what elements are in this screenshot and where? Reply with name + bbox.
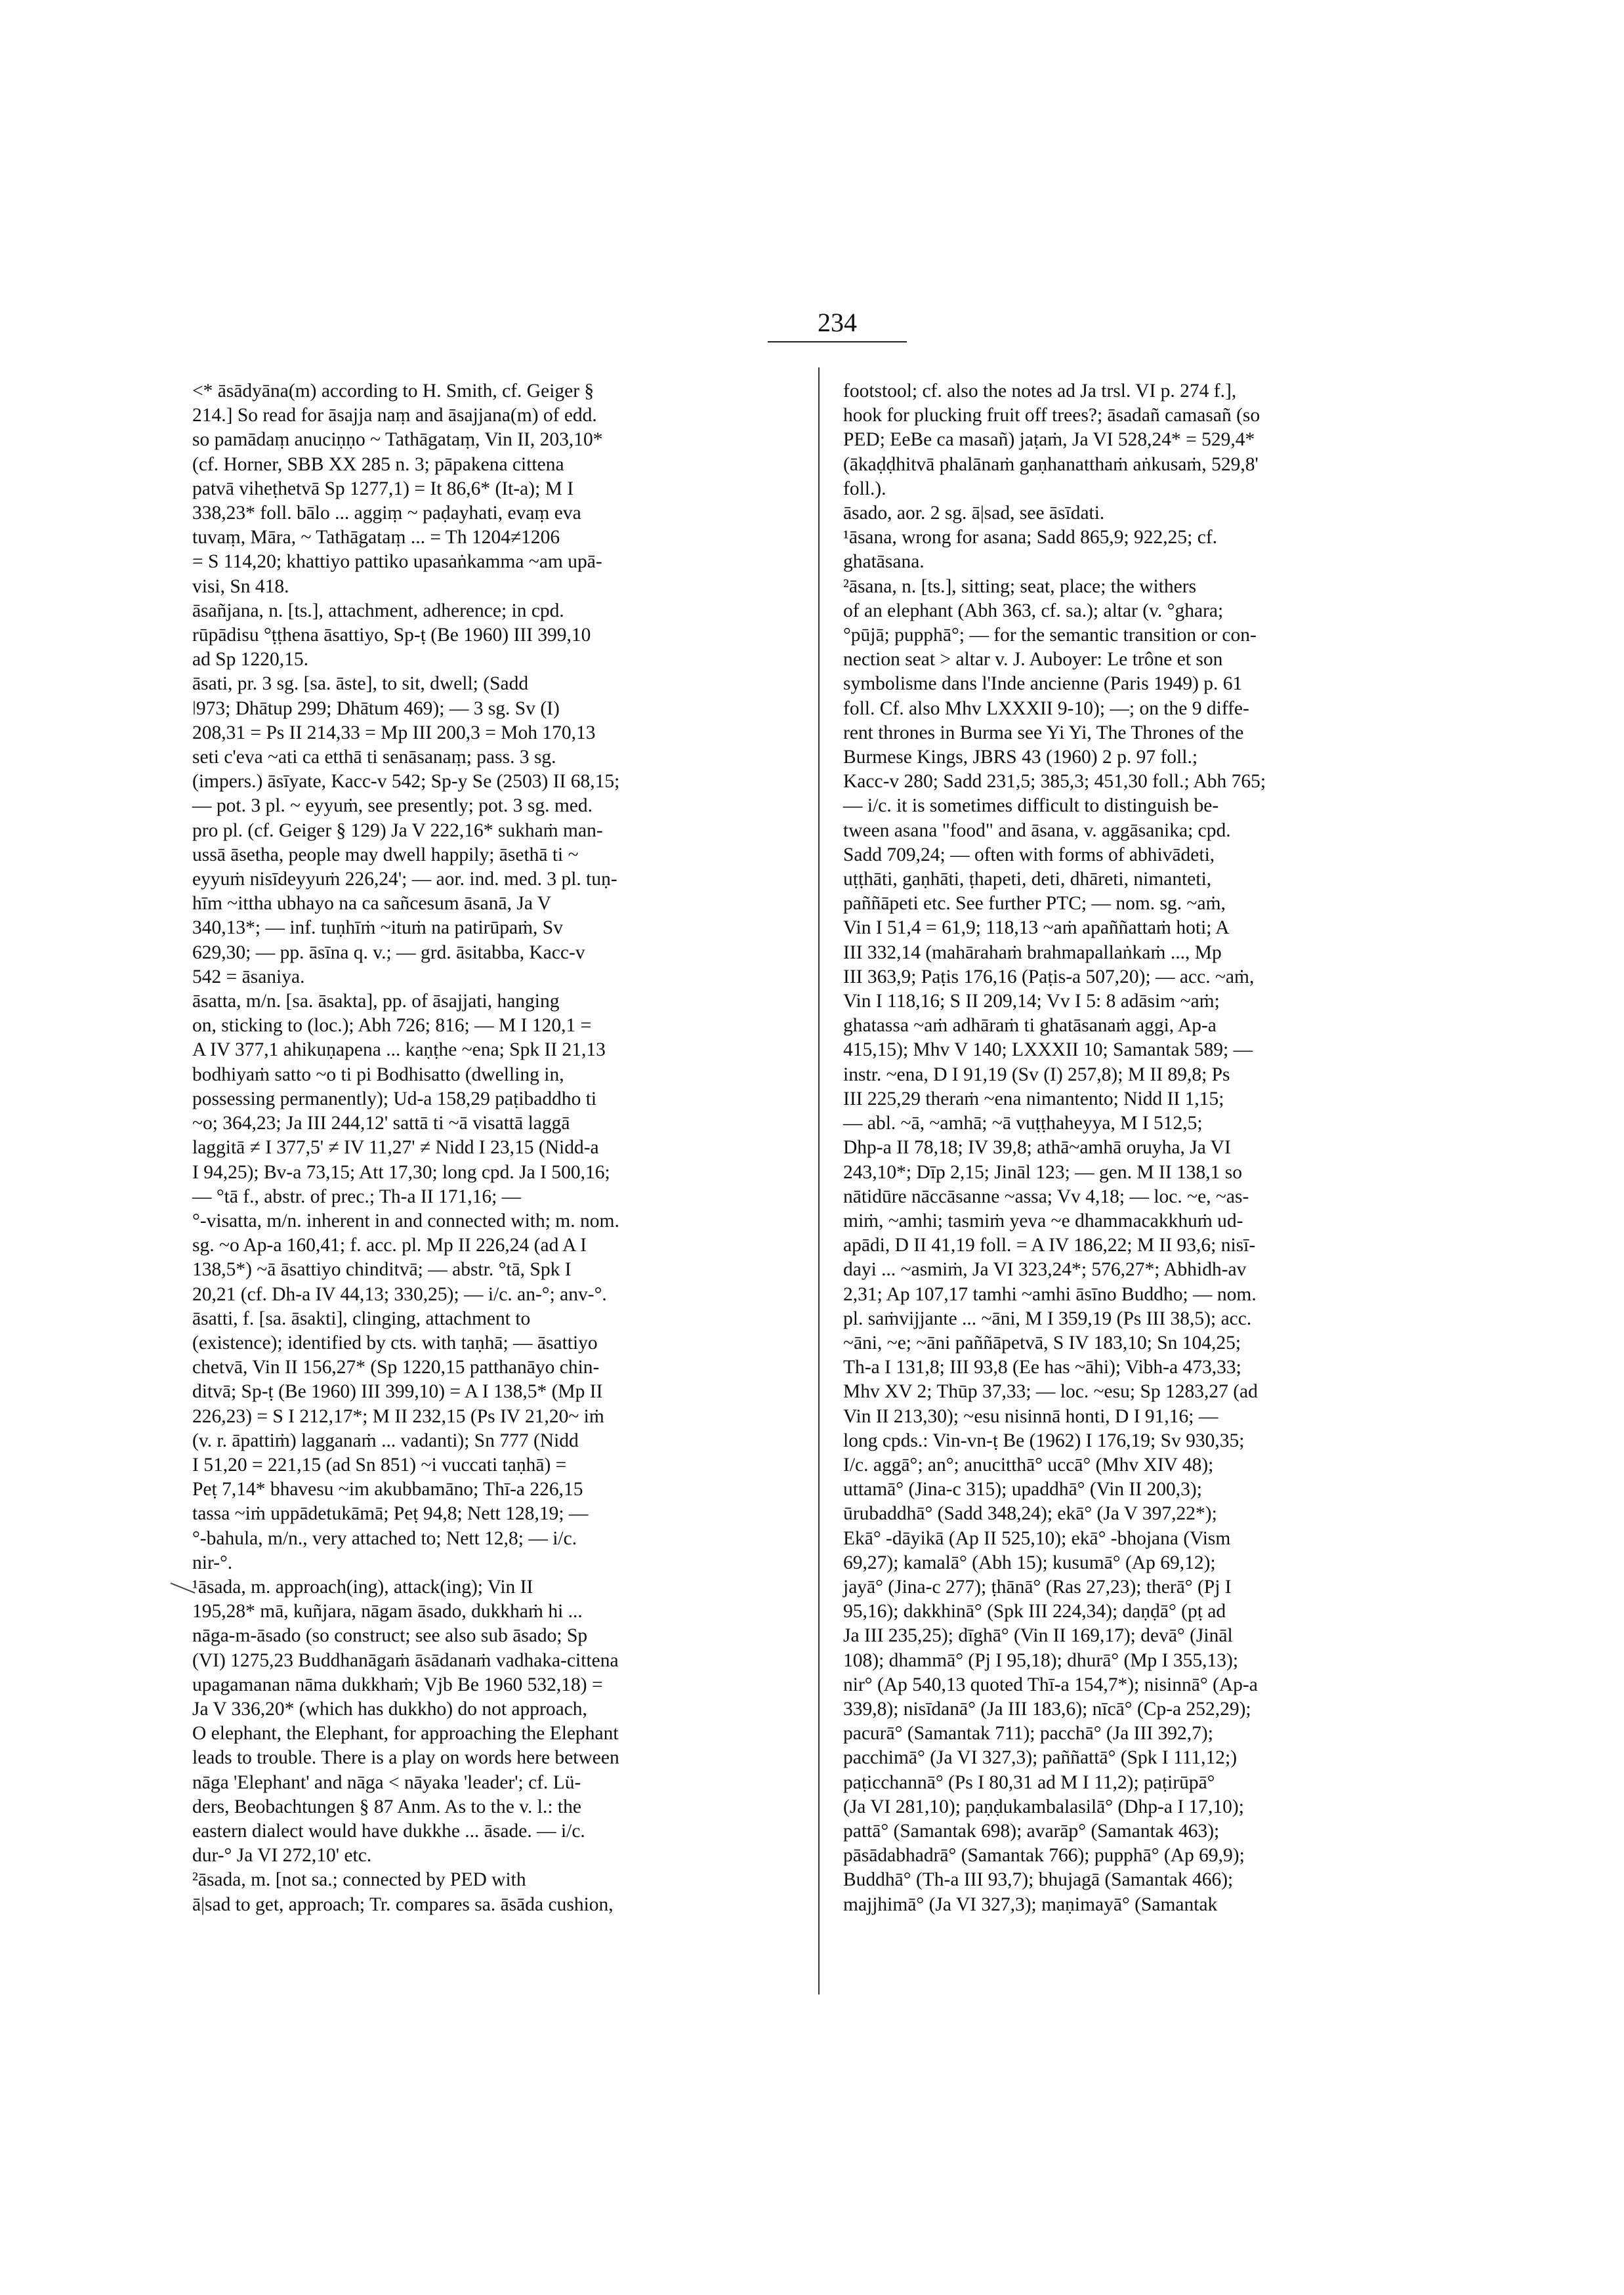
text-line: I/c. aggā°; an°; anucitthā° uccā° (Mhv XIV 48); bbox=[843, 1454, 1214, 1476]
text-line: upagamanan nāma dukkhaṁ; Vjb Be 1960 532,18) = bbox=[192, 1674, 603, 1695]
text-line: visi, Sn 418. bbox=[192, 575, 289, 597]
text-line: O elephant, the Elephant, for approaching the Elephant bbox=[192, 1723, 619, 1745]
text-line: Vin I 118,16; S II 209,14; Vv I 5: 8 adāsim ~aṁ; bbox=[843, 991, 1220, 1012]
text-line: 2,31; Ap 107,17 tamhi ~amhi āsīno Buddho; — nom. bbox=[843, 1283, 1257, 1305]
text-line: I 51,20 = 221,15 (ad Sn 851) ~i vuccati taṇhā) = bbox=[192, 1454, 567, 1476]
text-line: ussā āsetha, people may dwell happily; āsethā ti ~ bbox=[192, 844, 579, 865]
text-line: ghatāsana. bbox=[843, 551, 925, 573]
text-line: PED; EeBe ca masañ) jaṭaṁ, Ja VI 528,24* = 529,4* bbox=[843, 429, 1255, 451]
text-line: pacchimā° (Ja VI 327,3); paññattā° (Spk I 111,12;) bbox=[843, 1747, 1238, 1769]
text-line: pāsādabhadrā° (Samantak 766); pupphā° (Ap 69,9); bbox=[843, 1845, 1245, 1867]
text-line: Burmese Kings, JBRS 43 (1960) 2 p. 97 foll.; bbox=[843, 747, 1198, 768]
text-line: eyyuṁ nisīdeyyuṁ 226,24'; — aor. ind. med. 3 pl. tuṇ- bbox=[192, 869, 617, 890]
text-line: 214.] So read for āsajja naṃ and āsajjana(m) of edd. bbox=[192, 405, 597, 426]
text-line: 629,30; — pp. āsīna q. v.; — grd. āsitabba, Kacc-v bbox=[192, 941, 585, 963]
text-line: dur-° Ja VI 272,10' etc. bbox=[192, 1845, 372, 1867]
text-line: ūrubaddhā° (Sadd 348,24); ekā° (Ja V 397,22*); bbox=[843, 1503, 1217, 1525]
text-line: ders, Beobachtungen § 87 Anm. As to the v. l.: the bbox=[192, 1796, 581, 1817]
text-line: — i/c. it is sometimes difficult to distinguish be- bbox=[843, 795, 1219, 817]
text-line: eastern dialect would have dukkhe ... āsade. — i/c. bbox=[192, 1820, 585, 1842]
text-line: (v. r. āpattiṁ) lagganaṁ ... vadanti); Sn 777 (Nidd bbox=[192, 1430, 579, 1451]
text-line: on, sticking to (loc.); Abh 726; 816; — M I 120,1 = bbox=[192, 1015, 592, 1037]
text-line: 195,28* mā, kuñjara, nāgam āsado, dukkhaṁ hi ... bbox=[192, 1601, 583, 1623]
text-line: miṁ, ~amhi; tasmiṁ yeva ~e dhammacakkhuṁ ud- bbox=[843, 1210, 1243, 1231]
text-line: Dhp-a II 78,18; IV 39,8; athā~amhā oruyha, Ja VI bbox=[843, 1137, 1231, 1159]
text-line: ditvā; Sp-ṭ (Be 1960) III 399,10) = A I 138,5* (Mp II bbox=[192, 1381, 603, 1403]
text-line: ²āsada, m. [not sa.; connected by PED with bbox=[192, 1869, 526, 1891]
left-column bbox=[192, 379, 770, 1917]
text-line: āsati, pr. 3 sg. [sa. āste], to sit, dwell; (Sadd bbox=[192, 673, 529, 695]
text-line: Vin I 51,4 = 61,9; 118,13 ~aṁ apaññattaṁ hoti; A bbox=[843, 917, 1230, 939]
text-line: apādi, D II 41,19 foll. = A IV 186,22; M II 93,6; nisī- bbox=[843, 1235, 1256, 1256]
text-line: long cpds.: Vin-vn-ṭ Be (1962) I 176,19; Sv 930,35; bbox=[843, 1430, 1245, 1451]
text-line: patvā viheṭhetvā Sp 1277,1) = It 86,6* (It-a); M I bbox=[192, 478, 574, 499]
header-rule bbox=[768, 341, 907, 342]
text-line: sg. ~o Ap-a 160,41; f. acc. pl. Mp II 226,24 (ad A I bbox=[192, 1235, 587, 1256]
text-line: °-bahula, m/n., very attached to; Nett 12,8; — i/c. bbox=[192, 1527, 577, 1549]
text-line: uttamā° (Jina-c 315); upaddhā° (Vin II 200,3); bbox=[843, 1479, 1202, 1500]
text-line: Kacc-v 280; Sadd 231,5; 385,3; 451,30 foll.; Abh 765; bbox=[843, 771, 1266, 793]
column-divider bbox=[818, 367, 820, 1995]
text-line: hook for plucking fruit off trees?; āsadañ camasañ (so bbox=[843, 405, 1260, 426]
text-line: tween asana "food" and āsana, v. aggāsanika; cpd. bbox=[843, 819, 1231, 841]
text-line: ²āsana, n. [ts.], sitting; seat, place; the withers bbox=[843, 575, 1197, 597]
text-line: possessing permanently); Ud-a 158,29 paṭibaddho ti bbox=[192, 1088, 597, 1109]
text-line: paṭicchannā° (Ps I 80,31 ad M I 11,2); paṭirūpā° bbox=[843, 1771, 1215, 1793]
text-line: Ekā° -dāyikā (Ap II 525,10); ekā° -bhojana (Vism bbox=[843, 1527, 1231, 1549]
text-line: 243,10*; Dīp 2,15; Jināl 123; — gen. M II 138,1 so bbox=[843, 1161, 1243, 1183]
text-line: ghatassa ~aṁ adhāraṁ ti ghatāsanaṁ aggi, Ap-a bbox=[843, 1015, 1217, 1037]
text-line: foll.). bbox=[843, 478, 886, 499]
text-line: pro pl. (cf. Geiger § 129) Ja V 222,16* sukhaṁ man- bbox=[192, 819, 603, 841]
text-line: nection seat > altar v. J. Auboyer: Le trône et son bbox=[843, 649, 1223, 671]
text-line: ~āni, ~e; ~āni paññāpetvā, S IV 183,10; Sn 104,25; bbox=[843, 1332, 1241, 1354]
text-line: chetvā, Vin II 156,27* (Sp 1220,15 patthanāyo chin- bbox=[192, 1357, 600, 1378]
text-line: ~o; 364,23; Ja III 244,12' sattā ti ~ā visattā laggā bbox=[192, 1113, 570, 1134]
text-line: III 332,14 (mahārahaṁ brahmapallaṅkaṁ ..., Mp bbox=[843, 941, 1222, 963]
text-line: hīm ~ittha ubhayo na ca sañcesum āsanā, Ja V bbox=[192, 893, 552, 915]
text-line: symbolisme dans l'Inde ancienne (Paris 1949) p. 61 bbox=[843, 673, 1243, 695]
text-line: so pamādaṃ anuciṇṇo ~ Tathāgataṃ, Vin II, 203,10* bbox=[192, 429, 603, 451]
text-line: — pot. 3 pl. ~ eyyuṁ, see presently; pot. 3 sg. med. bbox=[192, 795, 593, 817]
text-line: instr. ~ena, D I 91,19 (Sv (I) 257,8); M II 89,8; Ps bbox=[843, 1064, 1230, 1085]
text-line: — abl. ~ā, ~amhā; ~ā vuṭṭhaheyya, M I 512,5; bbox=[843, 1113, 1203, 1134]
text-line: āsatti, f. [sa. āsakti], clinging, attachment to bbox=[192, 1308, 531, 1329]
text-line: dayi ... ~asmiṁ, Ja VI 323,24*; 576,27*; Abhidh-av bbox=[843, 1259, 1247, 1281]
text-line: rūpādisu °ṭṭhena āsattiyo, Sp-ṭ (Be 1960) III 399,10 bbox=[192, 625, 591, 646]
text-line: nāga 'Elephant' and nāga < nāyaka 'leader'; cf. Lü- bbox=[192, 1771, 581, 1793]
right-column bbox=[843, 379, 1421, 1917]
text-line: ǀ973; Dhātup 299; Dhātum 469); — 3 sg. Sv (I) bbox=[192, 697, 560, 719]
text-line: Ja III 235,25); dīghā° (Vin II 169,17); devā° (Jināl bbox=[843, 1625, 1233, 1647]
text-line: (ākaḍḍhitvā phalānaṁ gaṇhanatthaṁ aṅkusaṁ, 529,8' bbox=[843, 453, 1259, 475]
text-line: nātidūre nāccāsanne ~assa; Vv 4,18; — loc. ~e, ~as- bbox=[843, 1186, 1249, 1207]
text-line: laggitā ≠ I 377,5' ≠ IV 11,27' ≠ Nidd I 23,15 (Nidd-a bbox=[192, 1137, 599, 1159]
text-line: 340,13*; — inf. tuṇhīṁ ~ituṁ na patirūpaṁ, Sv bbox=[192, 917, 563, 939]
text-line: rent thrones in Burma see Yi Yi, The Thrones of the bbox=[843, 722, 1244, 743]
text-line: Sadd 709,24; — often with forms of abhivādeti, bbox=[843, 844, 1215, 865]
text-line: (impers.) āsīyate, Kacc-v 542; Sp-y Se (2503) II 68,15; bbox=[192, 771, 620, 793]
text-line: pl. saṁvijjante ... ~āni, M I 359,19 (Ps III 38,5); acc. bbox=[843, 1308, 1252, 1329]
text-line: = S 114,20; khattiyo pattiko upasaṅkamma ~am upā- bbox=[192, 551, 602, 573]
text-line: ¹āsada, m. approach(ing), attack(ing); Vin II bbox=[192, 1576, 533, 1598]
text-line: 542 = āsaniya. bbox=[192, 966, 305, 987]
text-line: bodhiyaṁ satto ~o ti pi Bodhisatto (dwelling in, bbox=[192, 1064, 564, 1085]
text-line: 69,27); kamalā° (Abh 15); kusumā° (Ap 69,12); bbox=[843, 1552, 1216, 1573]
text-line: 339,8); nisīdanā° (Ja III 183,6); nīcā° (Cp-a 252,29); bbox=[843, 1698, 1251, 1720]
text-line: āsatta, m/n. [sa. āsakta], pp. of āsajjati, hanging bbox=[192, 991, 560, 1012]
text-line: majjhimā° (Ja VI 327,3); maṇimayā° (Samantak bbox=[843, 1893, 1218, 1915]
text-line: footstool; cf. also the notes ad Ja trsl. VI p. 274 f.], bbox=[843, 381, 1237, 402]
text-line: uṭṭhāti, gaṇhāti, ṭhapeti, deti, dhāreti, nimanteti, bbox=[843, 869, 1212, 890]
text-line: A IV 377,1 ahikuṇapena ... kaṇṭhe ~ena; Spk II 21,13 bbox=[192, 1039, 606, 1061]
text-line: III 225,29 theraṁ ~ena nimantento; Nidd II 1,15; bbox=[843, 1088, 1224, 1109]
text-line: 108); dhammā° (Pj I 95,18); dhurā° (Mp I 355,13); bbox=[843, 1649, 1239, 1671]
text-line: pacurā° (Samantak 711); pacchā° (Ja III 392,7); bbox=[843, 1723, 1213, 1745]
text-line: leads to trouble. There is a play on words here between bbox=[192, 1747, 619, 1769]
text-line: foll. Cf. also Mhv LXXXII 9-10); —; on the 9 diffe- bbox=[843, 697, 1249, 719]
text-line: 338,23* foll. bālo ... aggiṃ ~ paḍayhati, evaṃ eva bbox=[192, 503, 581, 524]
text-line: of an elephant (Abh 363, cf. sa.); altar (v. °ghara; bbox=[843, 600, 1224, 621]
text-line: 95,16); dakkhinā° (Spk III 224,34); daṇḍā° (pṭ ad bbox=[843, 1601, 1226, 1623]
text-line: Mhv XV 2; Thūp 37,33; — loc. ~esu; Sp 1283,27 (ad bbox=[843, 1381, 1258, 1403]
page-number: 234 bbox=[818, 308, 857, 337]
text-line: (VI) 1275,23 Buddhanāgaṁ āsādanaṁ vadhaka-cittena bbox=[192, 1649, 619, 1671]
text-line: tassa ~iṁ uppādetukāmā; Peṭ 94,8; Nett 128,19; — bbox=[192, 1503, 589, 1525]
text-line: nir-°. bbox=[192, 1552, 233, 1573]
text-line: III 363,9; Paṭis 176,16 (Paṭis-a 507,20); — acc. ~aṁ, bbox=[843, 966, 1255, 987]
text-line: Peṭ 7,14* bhavesu ~im akubbamāno; Thī-a 226,15 bbox=[192, 1479, 583, 1500]
text-line: pattā° (Samantak 698); avarāp° (Samantak 463); bbox=[843, 1820, 1220, 1842]
text-line: ¹āsana, wrong for asana; Sadd 865,9; 922,25; cf. bbox=[843, 527, 1218, 548]
margin-mark bbox=[171, 1582, 196, 1594]
text-line: (existence); identified by cts. with taṇhā; — āsattiyo bbox=[192, 1332, 598, 1354]
text-line: āsado, aor. 2 sg. ā|sad, see āsīdati. bbox=[843, 503, 1105, 524]
text-line: seti c'eva ~ati ca etthā ti senāsanaṃ; pass. 3 sg. bbox=[192, 747, 556, 768]
text-line: āsañjana, n. [ts.], attachment, adherence; in cpd. bbox=[192, 600, 564, 621]
text-line: °-visatta, m/n. inherent in and connected with; m. nom. bbox=[192, 1210, 619, 1231]
text-line: Buddhā° (Th-a III 93,7); bhujagā (Samantak 466); bbox=[843, 1869, 1234, 1891]
text-line: — °tā f., abstr. of prec.; Th-a II 171,16; — bbox=[192, 1186, 522, 1207]
text-line: nir° (Ap 540,13 quoted Thī-a 154,7*); nisinnā° (Ap-a bbox=[843, 1674, 1258, 1695]
text-line: ā|sad to get, approach; Tr. compares sa. āsāda cushion, bbox=[192, 1893, 614, 1915]
text-line: I 94,25); Bv-a 73,15; Att 17,30; long cpd. Ja I 500,16; bbox=[192, 1161, 610, 1183]
text-line: 208,31 = Ps II 214,33 = Mp III 200,3 = Moh 170,13 bbox=[192, 722, 596, 743]
text-line: Th-a I 131,8; III 93,8 (Ee has ~āhi); Vibh-a 473,33; bbox=[843, 1357, 1241, 1378]
text-line: paññāpeti etc. See further PTC; — nom. sg. ~aṁ, bbox=[843, 893, 1226, 915]
text-line: 20,21 (cf. Dh-a IV 44,13; 330,25); — i/c. an-°; anv-°. bbox=[192, 1283, 607, 1305]
text-line: Vin II 213,30); ~esu nisinnā honti, D I 91,16; — bbox=[843, 1405, 1218, 1427]
text-line: 415,15); Mhv V 140; LXXXII 10; Samantak 589; — bbox=[843, 1039, 1253, 1061]
text-line: (cf. Horner, SBB XX 285 n. 3; pāpakena cittena bbox=[192, 453, 564, 475]
text-line: 138,5*) ~ā āsattiyo chinditvā; — abstr. °tā, Spk I bbox=[192, 1259, 572, 1281]
text-line: nāga-m-āsado (so construct; see also sub āsado; Sp bbox=[192, 1625, 588, 1647]
text-line: jayā° (Jina-c 277); ṭhānā° (Ras 27,23); therā° (Pj I bbox=[843, 1576, 1232, 1598]
text-line: <* āsādyāna(m) according to H. Smith, cf. Geiger § bbox=[192, 381, 594, 402]
text-line: ad Sp 1220,15. bbox=[192, 649, 308, 671]
text-line: 226,23) = S I 212,17*; M II 232,15 (Ps IV 21,20~ iṁ bbox=[192, 1405, 604, 1427]
text-line: (Ja VI 281,10); paṇḍukambalasilā° (Dhp-a I 17,10); bbox=[843, 1796, 1244, 1817]
text-line: °pūjā; pupphā°; — for the semantic transition or con- bbox=[843, 625, 1257, 646]
text-line: tuvaṃ, Māra, ~ Tathāgataṃ ... = Th 1204≠1206 bbox=[192, 527, 560, 548]
text-line: Ja V 336,20* (which has dukkho) do not approach, bbox=[192, 1698, 587, 1720]
